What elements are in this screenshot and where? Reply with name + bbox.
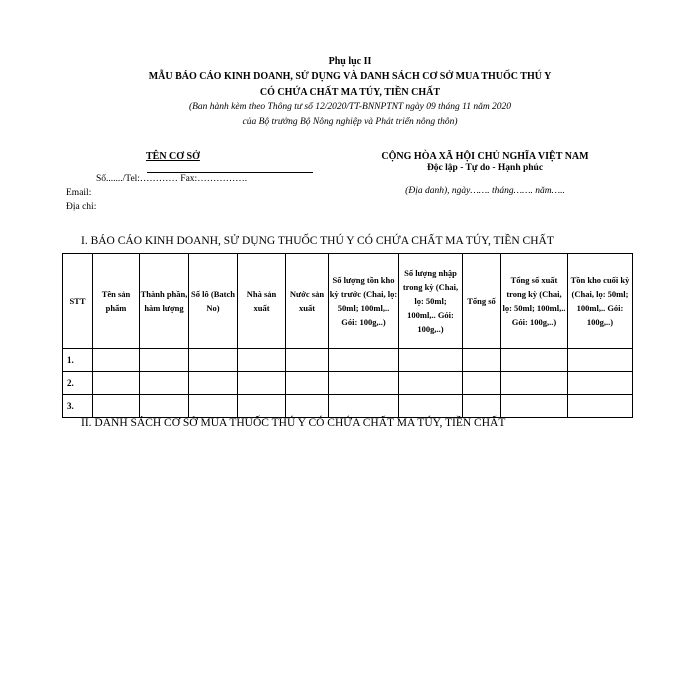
table-cell[interactable]	[189, 349, 238, 372]
table-cell[interactable]	[93, 349, 140, 372]
table-cell[interactable]	[329, 349, 399, 372]
facility-name-label: TÊN CƠ SỞ	[146, 151, 200, 162]
republic-heading: CỘNG HÒA XÃ HỘI CHỦ NGHĨA VIỆT NAM	[381, 151, 589, 162]
table-cell[interactable]	[238, 395, 286, 418]
email-label: Email:	[66, 188, 92, 198]
issuance-note-line-2: của Bộ trưởng Bộ Nông nghiệp và Phát triển nông thôn)	[242, 117, 458, 127]
facility-name-underline	[147, 172, 313, 173]
table-cell[interactable]	[329, 372, 399, 395]
table-cell[interactable]	[568, 395, 633, 418]
table-cell[interactable]	[399, 372, 463, 395]
row-number: 2.	[63, 372, 93, 395]
table-cell[interactable]	[93, 372, 140, 395]
table-cell[interactable]	[286, 395, 329, 418]
table-cell[interactable]	[568, 349, 633, 372]
table-cell[interactable]	[501, 372, 568, 395]
address-label: Địa chỉ:	[66, 202, 97, 212]
table-cell[interactable]	[286, 349, 329, 372]
appendix-label: Phụ lục II	[328, 56, 372, 67]
col-header-issued: Tổng số xuất trong kỳ (Chai, lọ: 50ml; 100ml,.. Gói: 100g,..)	[501, 254, 568, 349]
national-motto: Độc lập - Tự do - Hạnh phúc	[426, 163, 544, 173]
issuance-note-line-1: (Ban hành kèm theo Thông tư số 12/2020/TT-BNNPTNT ngày 09 tháng 11 năm 2020	[188, 102, 512, 112]
table-cell[interactable]	[189, 372, 238, 395]
row-number: 1.	[63, 349, 93, 372]
table-header-row	[63, 254, 633, 349]
table-cell[interactable]	[399, 349, 463, 372]
col-header-total: Tổng số	[463, 254, 501, 349]
table-cell[interactable]	[463, 349, 501, 372]
table-cell[interactable]	[93, 395, 140, 418]
table-cell[interactable]	[463, 372, 501, 395]
form-title-line-2: CÓ CHỨA CHẤT MA TÚY, TIỀN CHẤT	[259, 87, 441, 98]
col-header-received: Số lượng nhập trong kỳ (Chai, lọ: 50ml; 100ml,.. Gói: 100g,..)	[399, 254, 463, 349]
table-cell[interactable]	[140, 372, 189, 395]
report-table	[62, 253, 633, 418]
table-cell[interactable]	[286, 372, 329, 395]
table-cell[interactable]	[140, 349, 189, 372]
table-row	[63, 395, 633, 418]
table-cell[interactable]	[501, 349, 568, 372]
form-title-line-1: MẪU BÁO CÁO KINH DOANH, SỬ DỤNG VÀ DANH SÁCH CƠ SỞ MUA THUỐC THÚ Y	[148, 71, 552, 82]
col-header-product-name: Tên sản phẩm	[93, 254, 140, 349]
table-cell[interactable]	[140, 395, 189, 418]
table-cell[interactable]	[501, 395, 568, 418]
table-cell[interactable]	[463, 395, 501, 418]
col-header-opening-stock: Số lượng tồn kho kỳ trước (Chai, lọ: 50ml; 100ml,.. Gói: 100g,..)	[329, 254, 399, 349]
table-cell[interactable]	[399, 395, 463, 418]
col-header-closing-stock: Tồn kho cuối kỳ (Chai, lọ: 50ml; 100ml,.. Gói: 100g,..)	[568, 254, 633, 349]
col-header-composition: Thành phần, hàm lượng	[140, 254, 189, 349]
section-1-title: I. BÁO CÁO KINH DOANH, SỬ DỤNG THUỐC THÚ Y CÓ CHỨA CHẤT MA TÚY, TIỀN CHẤT	[81, 235, 554, 247]
col-header-batch-no: Số lô (Batch No)	[189, 254, 238, 349]
section-2-title: II. DANH SÁCH CƠ SỞ MUA THUỐC THÚ Y CÓ CHỨA CHẤT MA TÚY, TIỀN CHẤT	[81, 417, 506, 429]
contact-line: Số......./Tel:………… Fax:…………….	[96, 174, 248, 184]
table-cell[interactable]	[329, 395, 399, 418]
row-number: 3.	[63, 395, 93, 418]
table-row	[63, 372, 633, 395]
table-cell[interactable]	[238, 349, 286, 372]
table-row	[63, 349, 633, 372]
col-header-stt: STT	[63, 254, 93, 349]
col-header-country: Nước sản xuất	[286, 254, 329, 349]
table-cell[interactable]	[238, 372, 286, 395]
table-cell[interactable]	[189, 395, 238, 418]
place-date-line: (Địa danh), ngày……. tháng……. năm…..	[405, 186, 565, 196]
col-header-manufacturer: Nhà sản xuất	[238, 254, 286, 349]
table-cell[interactable]	[568, 372, 633, 395]
